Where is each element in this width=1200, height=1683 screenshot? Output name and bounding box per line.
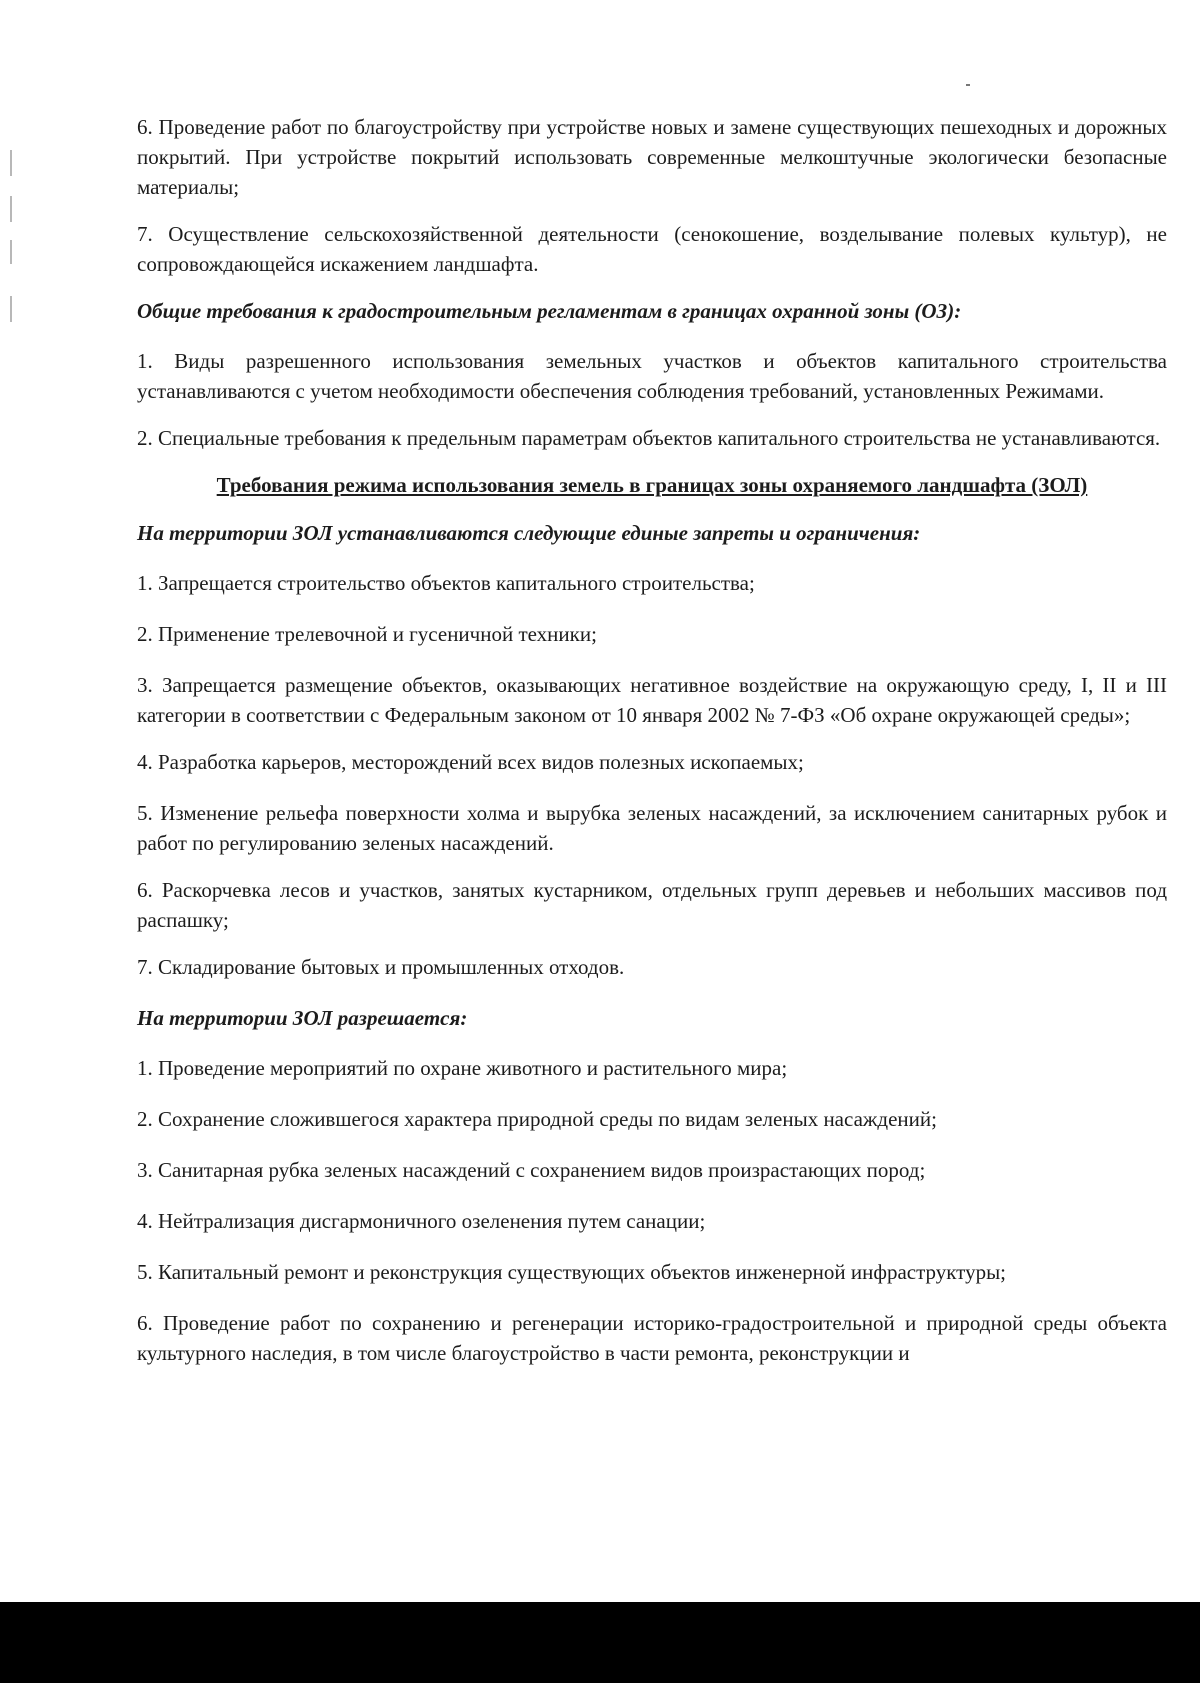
zol-prohibition-1: 1. Запрещается строительство объектов капитального строительства; (137, 571, 755, 595)
oz-item-2: 2. Специальные требования к предельным параметрам объектов капитального строительства не устанавливаются. (137, 426, 1161, 450)
oz-item-1: 1. Виды разрешенного использования земельных участков и объектов капитального строительства устанавливаются с учетом необходимости обеспечения соблюдения требований, установленных Режимами. (137, 349, 1167, 403)
scan-speck (966, 84, 970, 86)
zol-allowed-1: 1. Проведение мероприятий по охране животного и растительного мира; (137, 1056, 788, 1080)
zol-prohibition-2: 2. Применение трелевочной и гусеничной техники; (137, 622, 597, 646)
oz-requirements-heading: Общие требования к градостроительным регламентам в границах охранной зоны (ОЗ): (137, 299, 962, 323)
zol-allowed-heading: На территории ЗОЛ разрешается: (137, 1006, 468, 1030)
scan-margin-mark (10, 150, 12, 176)
paragraph-item-6: 6. Проведение работ по благоустройству при устройстве новых и замене существующих пешеходных и дорожных покрытий. При устройстве покрытий использовать современные мелкоштучные экологически безопасные материалы; (137, 115, 1167, 199)
scan-margin-mark (10, 240, 12, 264)
zol-prohibition-5: 5. Изменение рельефа поверхности холма и вырубка зеленых насаждений, за исключением санитарных рубок и работ по регулированию зеленых насаждений. (137, 801, 1167, 855)
zol-section-title: Требования режима использования земель в границах зоны охраняемого ландшафта (ЗОЛ) (216, 473, 1088, 497)
zol-allowed-3: 3. Санитарная рубка зеленых насаждений с сохранением видов произрастающих пород; (137, 1158, 926, 1182)
zol-allowed-2: 2. Сохранение сложившегося характера природной среды по видам зеленых насаждений; (137, 1107, 937, 1131)
zol-allowed-6: 6. Проведение работ по сохранению и регенерации историко-градостроительной и природной среды объекта культурного наследия, в том числе благоустройство в части ремонта, реконструкции и (137, 1311, 1167, 1365)
zol-prohibitions-heading: На территории ЗОЛ устанавливаются следующие единые запреты и ограничения: (137, 521, 921, 545)
zol-allowed-4: 4. Нейтрализация дисгармоничного озеленения путем санации; (137, 1209, 706, 1233)
zol-prohibition-4: 4. Разработка карьеров, месторождений всех видов полезных ископаемых; (137, 750, 804, 774)
zol-allowed-5: 5. Капитальный ремонт и реконструкция существующих объектов инженерной инфраструктуры; (137, 1260, 1007, 1284)
zol-prohibition-7: 7. Складирование бытовых и промышленных отходов. (137, 955, 625, 979)
scan-bottom-black-band (0, 1602, 1200, 1683)
zol-prohibition-6: 6. Раскорчевка лесов и участков, занятых кустарником, отдельных групп деревьев и небольших массивов под распашку; (137, 878, 1167, 932)
paragraph-item-7: 7. Осуществление сельскохозяйственной деятельности (сенокошение, возделывание полевых культур), не сопровождающейся искажением ландшафта. (137, 222, 1167, 276)
scan-margin-mark (10, 196, 12, 222)
scan-margin-mark (10, 296, 12, 322)
zol-prohibition-3: 3. Запрещается размещение объектов, оказывающих негативное воздействие на окружающую среду, I, II и III категории в соответствии с Федеральным законом от 10 января 2002 № 7-ФЗ «Об охране окружающей среды»; (137, 673, 1167, 727)
scan-margin-marks (10, 0, 13, 1683)
document-page (137, 112, 1167, 1385)
